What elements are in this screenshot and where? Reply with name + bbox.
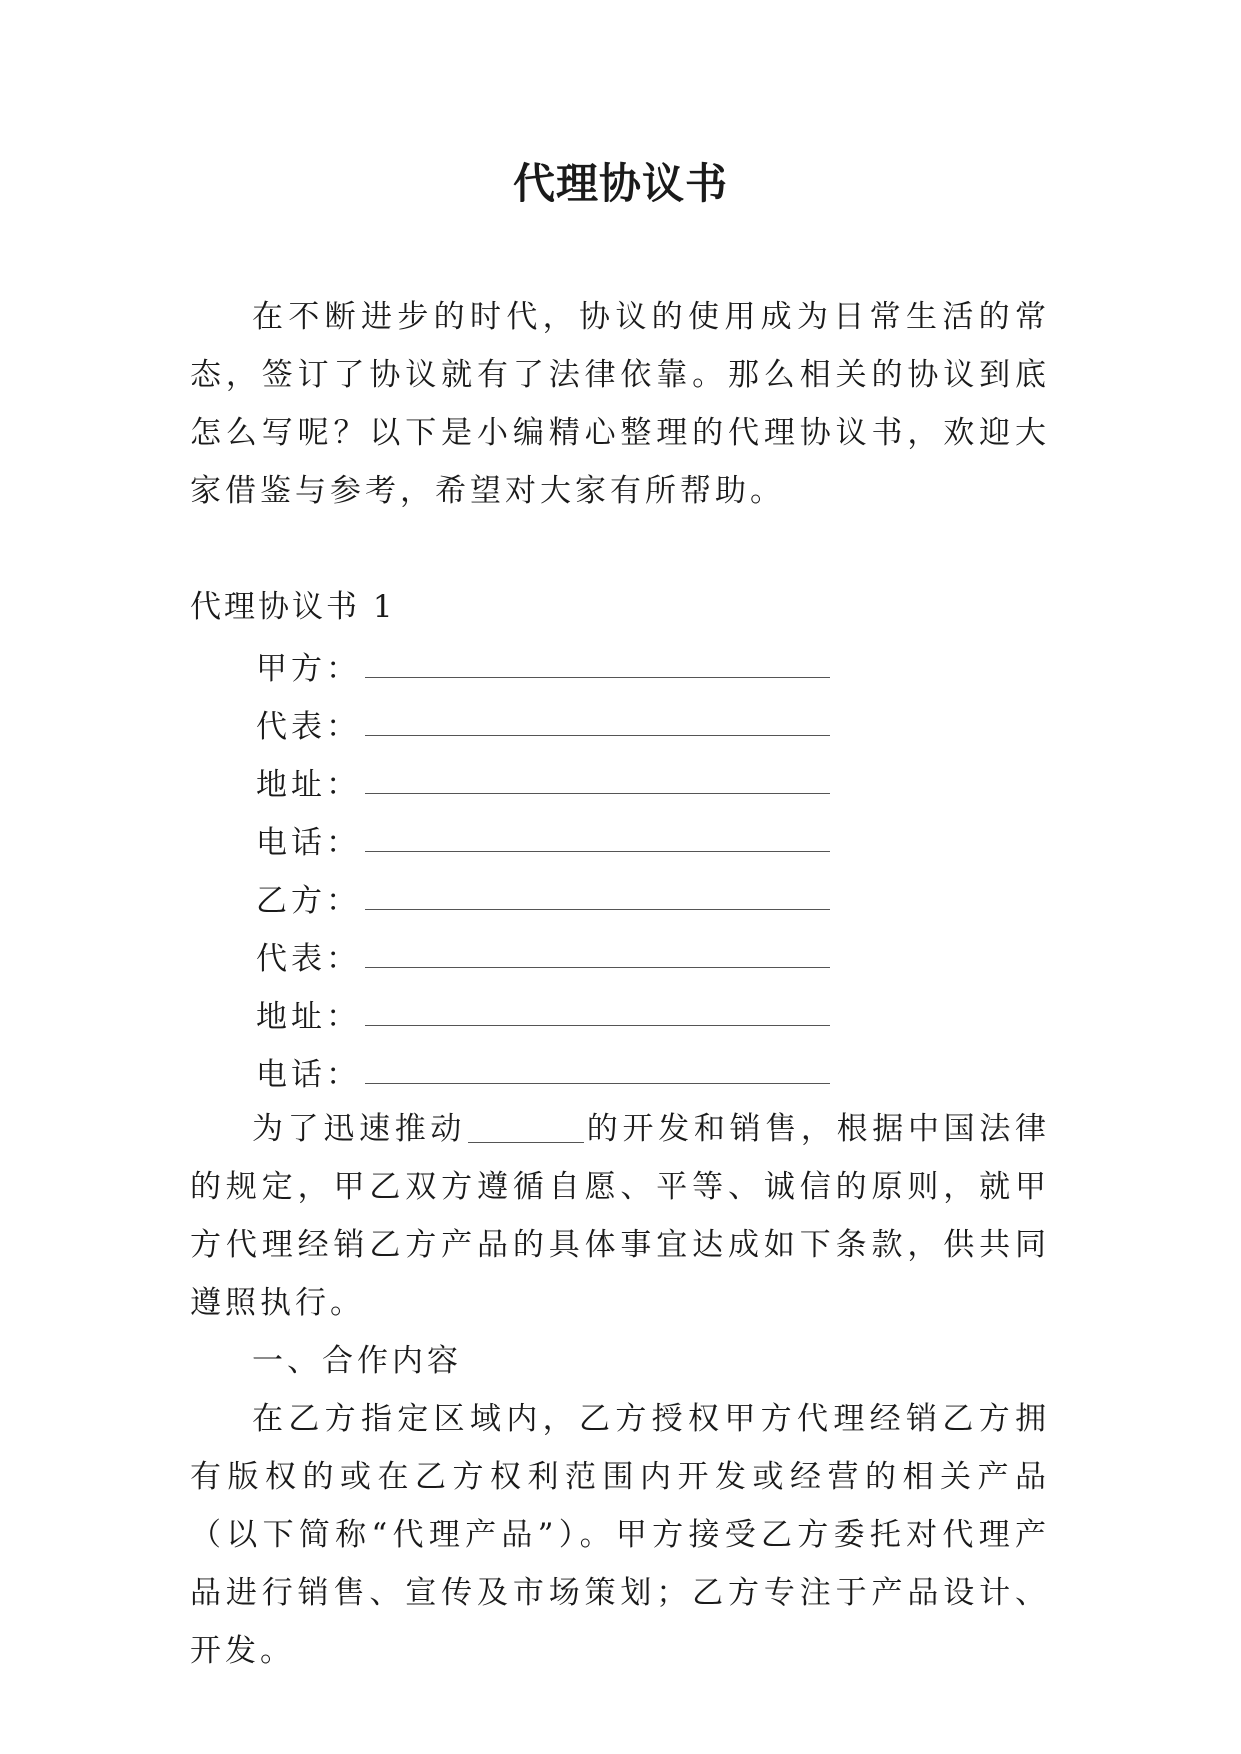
field-label: 代表： — [256, 940, 361, 977]
field-label: 地址： — [256, 998, 361, 1035]
field-label: 电话： — [256, 1056, 361, 1093]
fill-in-line — [365, 1025, 830, 1026]
field-label: 地址： — [256, 766, 361, 803]
field-party-a-representative — [190, 694, 1050, 752]
fill-in-line — [365, 967, 830, 968]
purpose-text-after: 的开发和销售，根据中国法律的规定，甲乙双方遵循自愿、平等、诚信的原则，就甲方代理经销乙方产品的具体事宜达成如下条款，供共同遵照执行。 — [190, 1111, 1051, 1321]
field-label: 乙方： — [256, 882, 361, 919]
purpose-paragraph — [190, 1100, 1050, 1332]
field-party-b-phone — [190, 1042, 1050, 1100]
document-title: 代理协议书 — [512, 159, 728, 208]
intro-paragraph-block — [190, 288, 1050, 520]
field-party-b — [190, 868, 1050, 926]
field-label: 电话： — [256, 824, 361, 861]
field-party-a-phone — [190, 810, 1050, 868]
field-party-b-address — [190, 984, 1050, 1042]
intro-paragraph: 在不断进步的时代，协议的使用成为日常生活的常态，签订了协议就有了法律依靠。那么相关的协议到底怎么写呢？以下是小编精心整理的代理协议书，欢迎大家借鉴与参考，希望对大家有所帮助。 — [190, 299, 1050, 509]
clause-1-text: 在乙方指定区域内，乙方授权甲方代理经销乙方拥有版权的或在乙方权利范围内开发或经营的相关产品（以下简称“代理产品”）。甲方接受乙方委托对代理产品进行销售、宣传及市场策划；乙方专注于产品设计、开发。 — [190, 1401, 1050, 1669]
section-title: 代理协议书 1 — [190, 589, 396, 625]
field-party-b-representative — [190, 926, 1050, 984]
blank-line — [468, 1142, 584, 1143]
fill-in-line — [365, 677, 830, 678]
fill-in-line — [365, 851, 830, 852]
field-label: 代表： — [256, 708, 361, 745]
fill-in-line — [365, 735, 830, 736]
field-label: 甲方： — [256, 650, 361, 687]
party-info-fields — [190, 636, 1050, 1100]
fill-in-line — [365, 1083, 830, 1084]
fill-in-line — [365, 793, 830, 794]
purpose-text-before: 为了迅速推动 — [252, 1111, 467, 1147]
clauses-block — [190, 1100, 1050, 1680]
field-party-a — [190, 636, 1050, 694]
fill-in-line — [365, 909, 830, 910]
field-party-a-address — [190, 752, 1050, 810]
clause-1-heading: 一、合作内容 — [252, 1343, 462, 1379]
